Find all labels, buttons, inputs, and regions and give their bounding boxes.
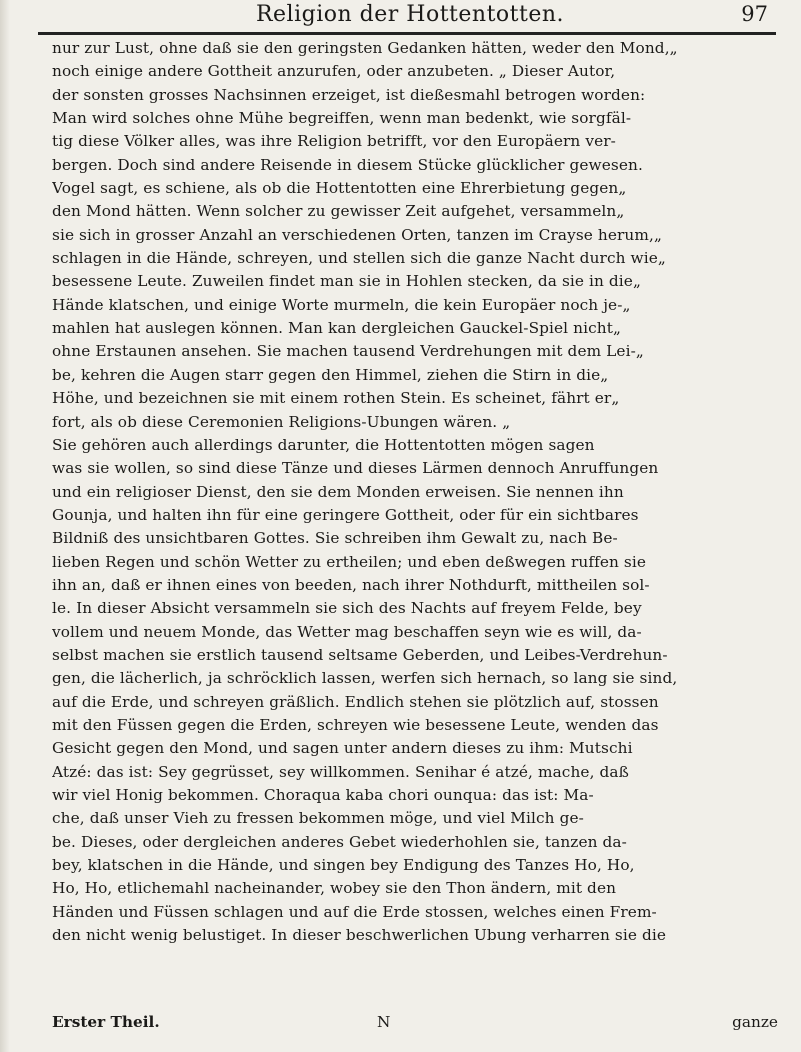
text-line: ihn an, daß er ihnen eines von beeden, nach ihrer Nothdurft, mittheilen sol- — [52, 575, 650, 594]
text-line: Gesicht gegen den Mond, und sagen unter andern dieses zu ihm: Mutschi — [52, 739, 633, 758]
text-line: und ein religioser Dienst, den sie dem Monden erweisen. Sie nennen ihn — [52, 482, 624, 501]
text-line: Bildniß des unsichtbaren Gottes. Sie schreiben ihm Gewalt zu, nach Be- — [52, 529, 618, 548]
text-line: Atzé: das ist: Sey gegrüsset, sey willkommen. Senihar é atzé, mache, daß — [52, 762, 629, 781]
text-line: bey, klatschen in die Hände, und singen bey Endigung des Tanzes Ho, Ho, — [52, 856, 635, 875]
text-line: den Mond hätten. Wenn solcher zu gewisser Zeit aufgehet, versammeln„ — [52, 202, 625, 221]
gathering-mark: N — [377, 1013, 391, 1031]
text-line: sie sich in grosser Anzahl an verschiedenen Orten, tanzen im Crayse herum,„ — [52, 225, 662, 244]
text-line: Gounja, und halten ihn für eine geringere Gottheit, oder für ein sichtbares — [52, 505, 639, 524]
text-line: was sie wollen, so sind diese Tänze und dieses Lärmen dennoch Anruffungen — [52, 459, 659, 478]
text-line: vollem und neuem Monde, das Wetter mag beschaffen seyn wie es will, da- — [52, 622, 642, 641]
text-line: auf die Erde, und schreyen gräßlich. Endlich stehen sie plötzlich auf, stossen — [52, 692, 659, 711]
page-number: 97 — [741, 2, 768, 26]
text-line: schlagen in die Hände, schreyen, und stellen sich die ganze Nacht durch wie„ — [52, 249, 666, 268]
text-line: Hände klatschen, und einige Worte murmeln, die kein Europäer noch je-„ — [52, 295, 631, 314]
running-head — [40, 2, 780, 32]
text-line: den nicht wenig belustiget. In dieser beschwerlichen Ubung verharren sie die — [52, 926, 666, 945]
text-line: Man wird solches ohne Mühe begreiffen, wenn man bedenkt, wie sorgfäl- — [52, 109, 632, 128]
body-text — [52, 37, 782, 947]
text-line: noch einige andere Gottheit anzurufen, oder anzubeten. „ Dieser Autor, — [52, 62, 616, 81]
text-line: be. Dieses, oder dergleichen anderes Gebet wiederhohlen sie, tanzen da- — [52, 832, 627, 851]
text-line: Sie gehören auch allerdings darunter, die Hottentotten mögen sagen — [52, 435, 595, 454]
text-line: mahlen hat auslegen können. Man kan dergleichen Gauckel-Spiel nicht„ — [52, 319, 621, 338]
page-gutter-shadow — [0, 0, 10, 1052]
text-line: besessene Leute. Zuweilen findet man sie in Hohlen stecken, da sie in die„ — [52, 272, 641, 291]
text-line: Händen und Füssen schlagen und auf die Erde stossen, welches einen Frem- — [52, 902, 657, 921]
text-line: mit den Füssen gegen die Erden, schreyen wie besessene Leute, wenden das — [52, 715, 659, 734]
page-footer — [52, 1010, 778, 1034]
text-line: bergen. Doch sind andere Reisende in diesem Stücke glücklicher gewesen. — [52, 155, 643, 174]
text-line: tig diese Völker alles, was ihre Religion betrifft, vor den Europäern ver- — [52, 132, 616, 151]
text-line: wir viel Honig bekommen. Choraqua kaba chori ounqua: das ist: Ma- — [52, 786, 594, 804]
text-line: ohne Erstaunen ansehen. Sie machen tausend Verdrehungen mit dem Lei-„ — [52, 342, 644, 361]
catchword: ganze — [732, 1013, 778, 1031]
signature-mark: Erster Theil. — [52, 1013, 160, 1031]
text-line: der sonsten grosses Nachsinnen erzeiget, ist dießesmahl betrogen worden: — [52, 85, 646, 104]
text-line: fort, als ob diese Ceremonien Religions-Ubungen wären. „ — [52, 412, 511, 431]
text-line: nur zur Lust, ohne daß sie den geringsten Gedanken hätten, weder den Mond,„ — [52, 39, 678, 57]
text-line: selbst machen sie erstlich tausend seltsame Geberden, und Leibes-Verdrehun- — [52, 645, 668, 664]
text-line: che, daß unser Vieh zu fressen bekommen möge, und viel Milch ge- — [52, 809, 584, 828]
running-title: Religion der Hottentotten. — [255, 2, 565, 27]
text-line: be, kehren die Augen starr gegen den Himmel, ziehen die Stirn in die„ — [52, 365, 609, 384]
text-line: le. In dieser Absicht versammeln sie sich des Nachts auf freyem Felde, bey — [52, 599, 642, 618]
text-line: lieben Regen und schön Wetter zu ertheilen; und eben deßwegen ruffen sie — [52, 552, 647, 571]
header-rule — [38, 32, 776, 35]
text-line: Höhe, und bezeichnen sie mit einem rothen Stein. Es scheinet, fährt er„ — [52, 389, 620, 408]
text-line: Vogel sagt, es schiene, als ob die Hottentotten eine Ehrerbietung gegen„ — [52, 179, 627, 198]
text-line: gen, die lächerlich, ja schröcklich lassen, werfen sich hernach, so lang sie sind, — [52, 669, 678, 688]
text-line: Ho, Ho, etlichemahl nacheinander, wobey sie den Thon ändern, mit den — [52, 879, 617, 898]
